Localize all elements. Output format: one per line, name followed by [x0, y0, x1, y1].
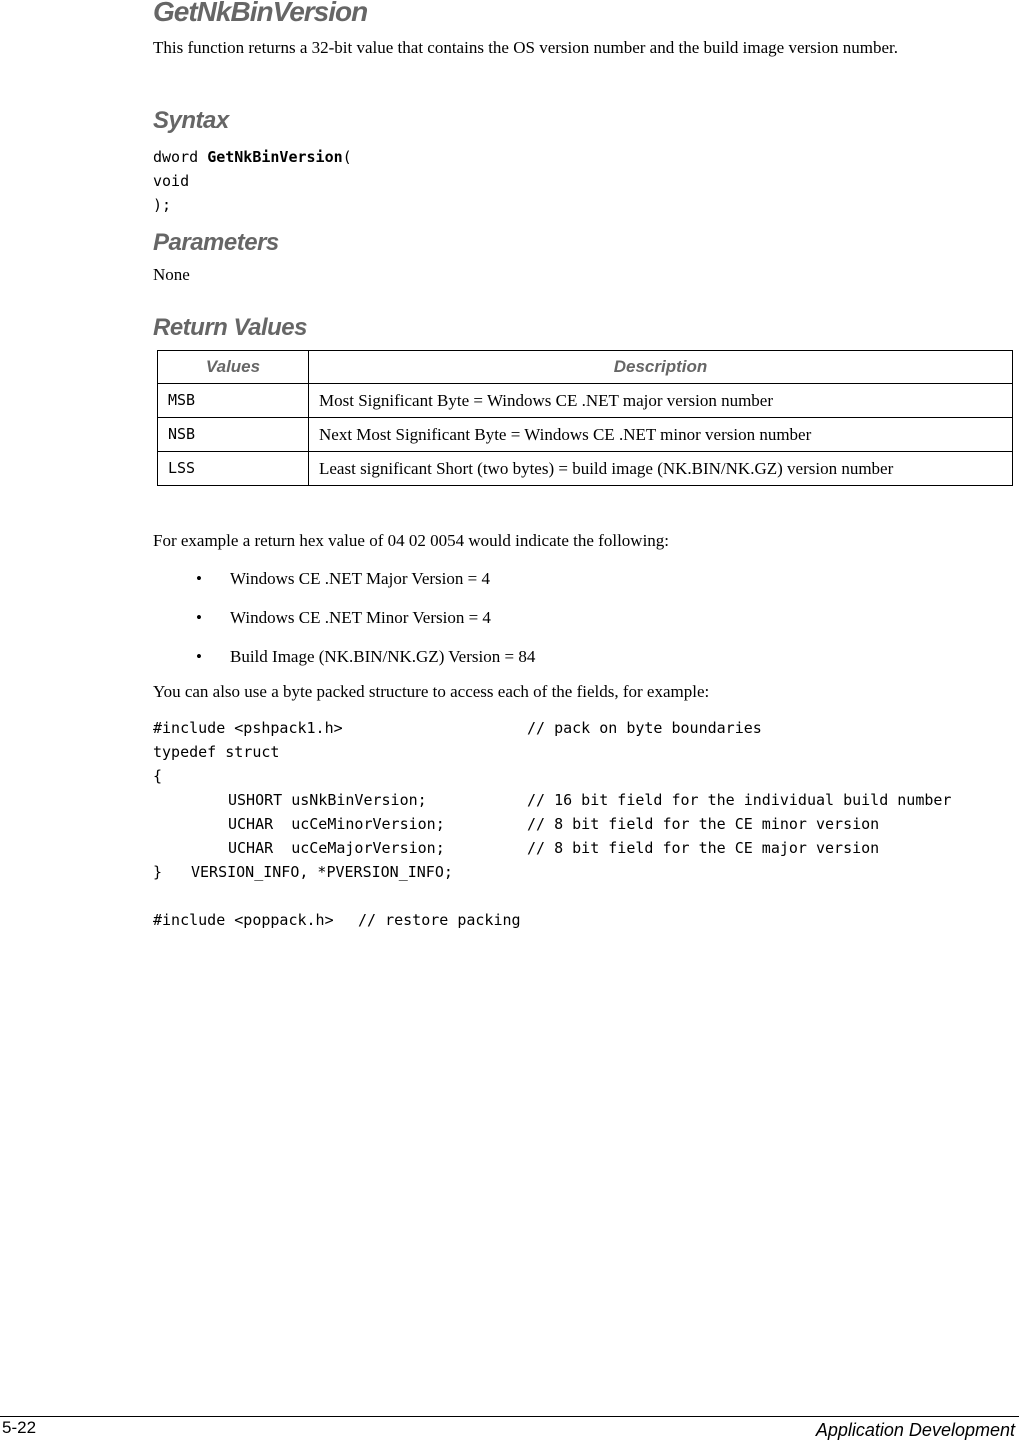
parameters-text: None: [153, 265, 190, 284]
syntax-line-1: [153, 145, 352, 169]
code-comment: // 16 bit field for the individual build number: [527, 791, 952, 809]
code-text: UCHAR ucCeMajorVersion;: [228, 839, 445, 857]
code-comment: // 8 bit field for the CE minor version: [527, 815, 880, 833]
code-text: {: [153, 767, 163, 785]
list-item: [196, 647, 535, 667]
example-intro: For example a return hex value of 04 02 0054 would indicate the following:: [153, 531, 670, 550]
syntax-function-name: GetNkBinVersion: [207, 148, 343, 166]
code-comment: // 8 bit field for the CE major version: [527, 839, 880, 857]
syntax-line-3: );: [153, 196, 172, 214]
code-text: VERSION_INFO, *PVERSION_INFO;: [191, 863, 453, 881]
list-item: [196, 608, 491, 628]
table-row: [158, 452, 1013, 486]
table-row: [158, 384, 1013, 418]
header-values: Values: [158, 351, 309, 384]
code-comment: // restore packing: [358, 911, 521, 929]
code-text: UCHAR ucCeMinorVersion;: [228, 815, 445, 833]
code-text: #include <pshpack1.h>: [153, 719, 343, 737]
code-comment: // pack on byte boundaries: [527, 719, 762, 737]
list-item: [196, 569, 490, 589]
row-description: Least significant Short (two bytes) = build image (NK.BIN/NK.GZ) version number: [309, 452, 1013, 486]
list-item-text: Windows CE .NET Minor Version = 4: [230, 608, 491, 627]
row-value: LSS: [158, 452, 309, 486]
table-row: [158, 418, 1013, 452]
row-value: NSB: [158, 418, 309, 452]
page-title: GetNkBinVersion: [153, 0, 368, 27]
syntax-heading: Syntax: [153, 107, 229, 134]
row-description: Most Significant Byte = Windows CE .NET major version number: [309, 384, 1013, 418]
footer-divider: [0, 1416, 1019, 1417]
code-text: }: [153, 863, 163, 881]
row-value: MSB: [158, 384, 309, 418]
bullet-icon: •: [196, 647, 202, 666]
return-values-table: [157, 350, 1013, 486]
bullet-icon: •: [196, 569, 202, 588]
code-text: #include <poppack.h>: [153, 911, 334, 929]
list-item-text: Windows CE .NET Major Version = 4: [230, 569, 490, 588]
return-values-heading: Return Values: [153, 314, 307, 341]
code-text: USHORT usNkBinVersion;: [228, 791, 427, 809]
syntax-open-paren: (: [342, 148, 352, 166]
section-title: Application Development: [815, 1420, 1015, 1440]
row-description: Next Most Significant Byte = Windows CE .NET minor version number: [309, 418, 1013, 452]
page-number: 5-22: [2, 1418, 37, 1437]
code-text: typedef struct: [153, 743, 280, 761]
bullet-icon: •: [196, 608, 202, 627]
syntax-return-type: dword: [153, 148, 199, 166]
struct-intro: You can also use a byte packed structure to access each of the fields, for example:: [153, 682, 710, 701]
syntax-line-2: void: [153, 172, 190, 190]
table-header-row: [158, 351, 1013, 384]
list-item-text: Build Image (NK.BIN/NK.GZ) Version = 84: [230, 647, 536, 666]
parameters-heading: Parameters: [153, 229, 279, 256]
intro-paragraph: This function returns a 32-bit value that contains the OS version number and the build image version number.: [153, 38, 899, 57]
header-description: Description: [309, 351, 1013, 384]
